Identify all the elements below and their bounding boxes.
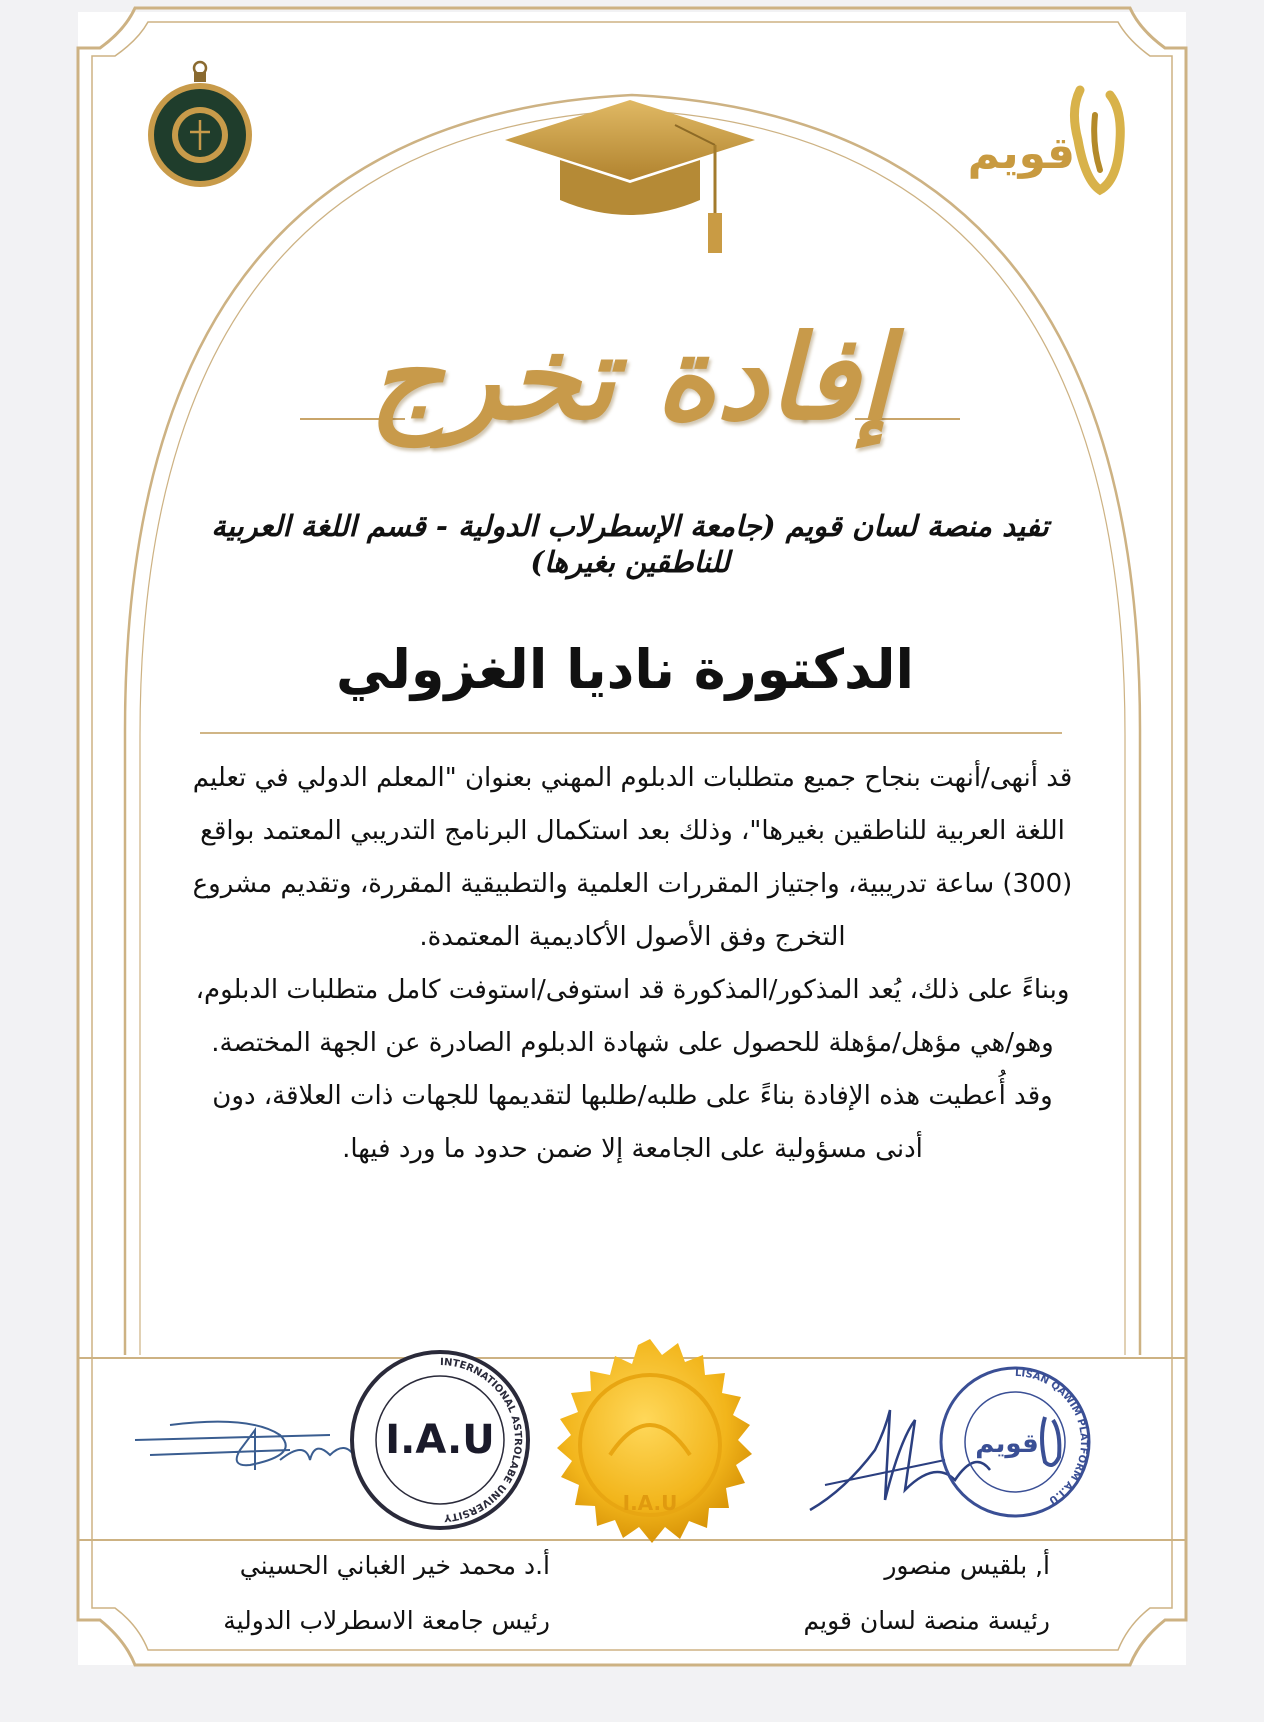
signatory-right-role: رئيسة منصة لسان قويم <box>803 1606 1050 1635</box>
iau-ring-text: INTERNATIONAL ASTROLABE UNIVERSITY <box>439 1356 524 1523</box>
qawim-seal-text: قويم <box>975 1429 1039 1459</box>
body-paragraph: وبناءً على ذلك، يُعد المذكور/المذكورة قد استوفى/استوفت كامل متطلبات الدبلوم، وهو/هي مؤهل/مؤهلة للحصول على شهادة الدبلوم الصادرة عن الجهة المختصة. <box>195 975 1070 1058</box>
signatory-left-name: أ.د محمد خير الغباني الحسيني <box>239 1551 550 1580</box>
qawim-ring-text: LISAN QAWIM PLATFORM A.I.U <box>1014 1367 1090 1506</box>
astrolabe-university-logo <box>140 60 260 190</box>
iau-seal <box>345 1345 535 1535</box>
certificate-body <box>190 752 1075 1176</box>
graduation-cap-icon <box>500 95 760 265</box>
recipient-underline <box>200 732 1062 734</box>
body-paragraph: وقد أُعطيت هذه الإفادة بناءً على طلبه/طلبها لتقديمها للجهات ذات العلاقة، دون أدنى مسؤولية على الجامعة إلا ضمن حدود ما ورد فيها. <box>212 1081 1053 1164</box>
gold-seal-icon <box>535 1335 765 1565</box>
qawim-seal <box>935 1362 1095 1522</box>
signatory-left <box>170 1538 550 1648</box>
qawim-logo <box>960 70 1130 210</box>
body-paragraph: قد أنهى/أنهت بنجاح جميع متطلبات الدبلوم المهني بعنوان "المعلم الدولي في تعليم اللغة العربية للناطقين بغيرها"، وذلك بعد استكمال البرنامج التدريبي المعتمد بواقع (300) ساعة تدريبية، واجتياز المقررات العلمية والتطبيقية المقررة، وتقديم مشروع التخرج وفق الأصول الأكاديمية المعتمدة. <box>192 763 1073 952</box>
recipient-name: الدكتورة ناديا الغزولي <box>336 638 914 701</box>
qawim-logo-text: قويم <box>967 128 1075 179</box>
intro-text: تفيد منصة لسان قويم (جامعة الإسطرلاب الدولية - قسم اللغة العربية للناطقين بغيرها) <box>211 509 1049 579</box>
signature-left <box>130 1395 370 1485</box>
certificate-title: إفادة تخرج <box>369 310 891 446</box>
signatory-right <box>760 1538 1050 1648</box>
title-block <box>300 270 960 500</box>
signatory-left-role: رئيس جامعة الاسطرلاب الدولية <box>223 1606 550 1635</box>
iau-seal-text: I.A.U <box>385 1417 495 1463</box>
signatory-right-name: أ, بلقيس منصور <box>884 1551 1050 1580</box>
gold-seal-text: I.A.U <box>622 1491 678 1515</box>
